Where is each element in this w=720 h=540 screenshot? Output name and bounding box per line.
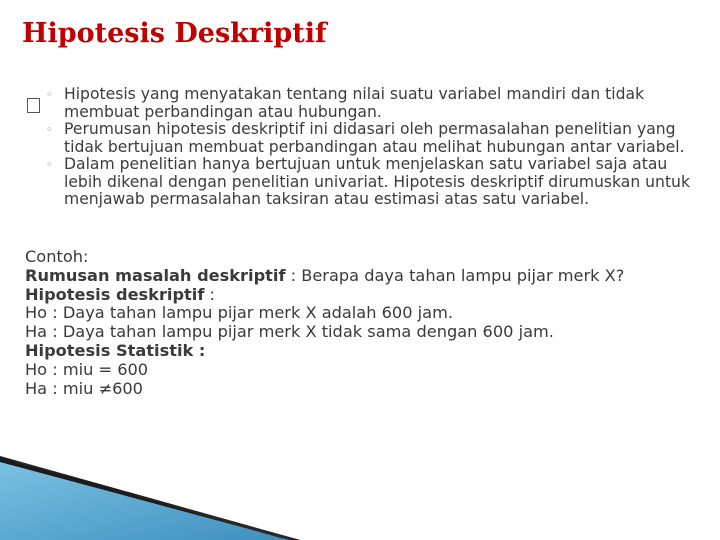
bullet-marker: ◦ <box>46 158 53 171</box>
bullet-marker: ◦ <box>46 123 53 136</box>
bullet-text: Hipotesis yang menyatakan tentang nilai suatu variabel mandiri dan tidak membuat perbandingan atau hubungan. <box>64 85 645 121</box>
alt-hypothesis-text: Ha : Daya tahan lampu pijar merk X tidak sama dengan 600 jam. <box>25 322 554 342</box>
slide-title: Hipotesis Deskriptif <box>22 18 327 49</box>
corner-decoration <box>0 440 720 540</box>
statistical-hypothesis-label: Hipotesis Statistik : <box>25 340 206 360</box>
problem-statement-label: Rumusan masalah deskriptif <box>25 265 286 285</box>
descriptive-hypothesis-label: Hipotesis deskriptif <box>25 284 205 304</box>
bullet-text: Dalam penelitian hanya bertujuan untuk menjelaskan satu variabel saja atau lebih dikenal dengan penelitian univariat. Hipotesis deskriptif dirumuskan untuk menjawab permasalahan taksiran atau estimasi atas satu variabel. <box>64 155 690 208</box>
null-hypothesis-text: Ho : Daya tahan lampu pijar merk X adalah 600 jam. <box>25 303 454 323</box>
alt-hypothesis-stat: Ha : miu ≠600 <box>25 378 143 398</box>
placeholder-box-icon <box>27 98 40 113</box>
example-block <box>25 248 705 398</box>
bullet-item <box>46 121 696 156</box>
null-hypothesis-stat: Ho : miu = 600 <box>25 359 149 379</box>
bullet-text: Perumusan hipotesis deskriptif ini didasari oleh permasalahan penelitian yang tidak bertujuan membuat perbandingan atau melihat hubungan antar variabel. <box>64 120 685 156</box>
descriptive-hypothesis-colon: : <box>204 284 215 304</box>
problem-statement-text: : Berapa daya tahan lampu pijar merk X? <box>285 265 625 285</box>
bullet-item <box>46 86 696 121</box>
problem-statement-line <box>25 267 705 286</box>
bullet-marker: ◦ <box>46 88 53 101</box>
bullet-item <box>46 156 696 209</box>
descriptive-hypothesis-line <box>25 286 705 305</box>
example-heading: Contoh: <box>25 247 89 266</box>
bullet-list <box>46 86 696 209</box>
